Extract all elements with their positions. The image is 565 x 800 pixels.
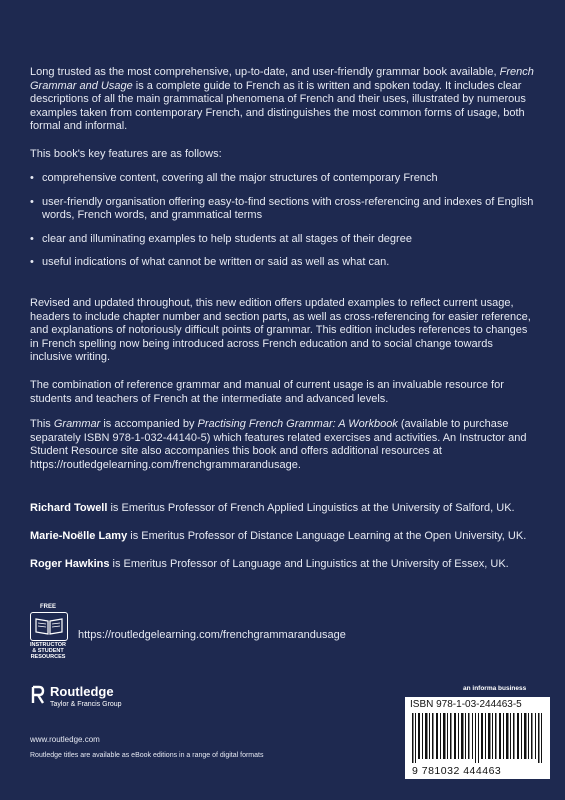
free-label: FREE <box>39 604 56 610</box>
resources-url[interactable]: https://routledgelearning.com/frenchgrammarandusage <box>78 629 346 641</box>
ebook-note: Routledge titles are available as eBook editions in a range of digital formats <box>30 752 264 759</box>
grammar-italic: Grammar <box>53 418 101 430</box>
combination-paragraph: The combination of reference grammar and manual of current usage is an invaluable resource for students and teachers of French at the intermediate and advanced levels. <box>30 379 504 405</box>
barcode-image <box>410 713 545 763</box>
feature-item: • clear and illuminating examples to help students at all stages of their degree <box>30 233 535 247</box>
accompanied-paragraph <box>30 418 535 472</box>
author-description: is Emeritus Professor of Language and Linguistics at the University of Essex, UK. <box>109 558 509 570</box>
author-name: Richard Towell <box>30 502 108 514</box>
book-laptop-icon <box>30 612 68 641</box>
feature-item: • comprehensive content, covering all the major structures of contemporary French <box>30 172 535 186</box>
book-title-italic: French Grammar and Usage <box>30 66 534 92</box>
features-list <box>30 172 535 270</box>
intro-text-a: Long trusted as the most comprehensive, up-to-date, and user-friendly grammar book available, <box>30 66 500 78</box>
workbook-title-italic: Practising French Grammar: A Workbook <box>197 418 398 430</box>
isbn-text: ISBN 978-1-03-244463-5 <box>410 699 522 710</box>
barcode-digits: 9 781032 444463 <box>412 765 502 777</box>
intro-paragraph <box>30 66 535 134</box>
informa-label: an informa business <box>463 685 527 692</box>
publisher-subtitle: Taylor & Francis Group <box>50 701 122 708</box>
feature-item: • user-friendly organisation offering easy-to-find sections with cross-referencing and indexes of English words, French words, and grammatical terms <box>30 196 535 223</box>
resources-badge <box>24 642 72 661</box>
accompanied-text-c: (available to purchase separately ISBN 978-1-032-44140-5) which features related exercises and activities. An Instructor and Student Resource site also accompanies this book and offers additional resources at https://routledgelearning.com/frenchgrammarandusage. <box>30 418 527 471</box>
author-name: Marie-Noëlle Lamy <box>30 530 128 542</box>
badge-line: INSTRUCTOR <box>30 642 66 648</box>
author-bio <box>30 558 535 572</box>
feature-item: • useful indications of what cannot be written or said as well as what can. <box>30 256 535 270</box>
author-description: is Emeritus Professor of Distance Language Learning at the Open University, UK. <box>127 530 527 542</box>
publisher-name: Routledge <box>50 684 114 699</box>
revised-paragraph: Revised and updated throughout, this new edition offers updated examples to reflect current usage, headers to include chapter number and section parts, as well as cross-referencing for easier reference, and explanations of notoriously difficult points of grammar. This edition includes references to changes in French spelling now being introduced across French education and to social change towards inclusive writing. <box>30 297 531 364</box>
badge-line: & STUDENT <box>32 648 64 655</box>
accompanied-text-a: This <box>30 418 54 430</box>
routledge-logo-icon <box>30 685 46 705</box>
intro-text-b: is a complete guide to French as it is written and spoken today. It includes clear descriptions of all the main grammatical phenomena of French and their uses, illustrated by numerous examples taken from contemporary French, and distinguishes the most common forms of usage, both formal and informal. <box>30 79 526 133</box>
author-bio <box>30 502 535 516</box>
author-bio <box>30 530 535 544</box>
author-description: is Emeritus Professor of French Applied Linguistics at the University of Salford, UK. <box>107 502 515 514</box>
publisher-website[interactable]: www.routledge.com <box>30 735 100 744</box>
badge-line: RESOURCES <box>30 654 66 661</box>
features-intro: This book's key features are as follows: <box>30 148 222 160</box>
accompanied-text-b: is accompanied by <box>100 418 198 430</box>
author-name: Roger Hawkins <box>30 558 110 570</box>
